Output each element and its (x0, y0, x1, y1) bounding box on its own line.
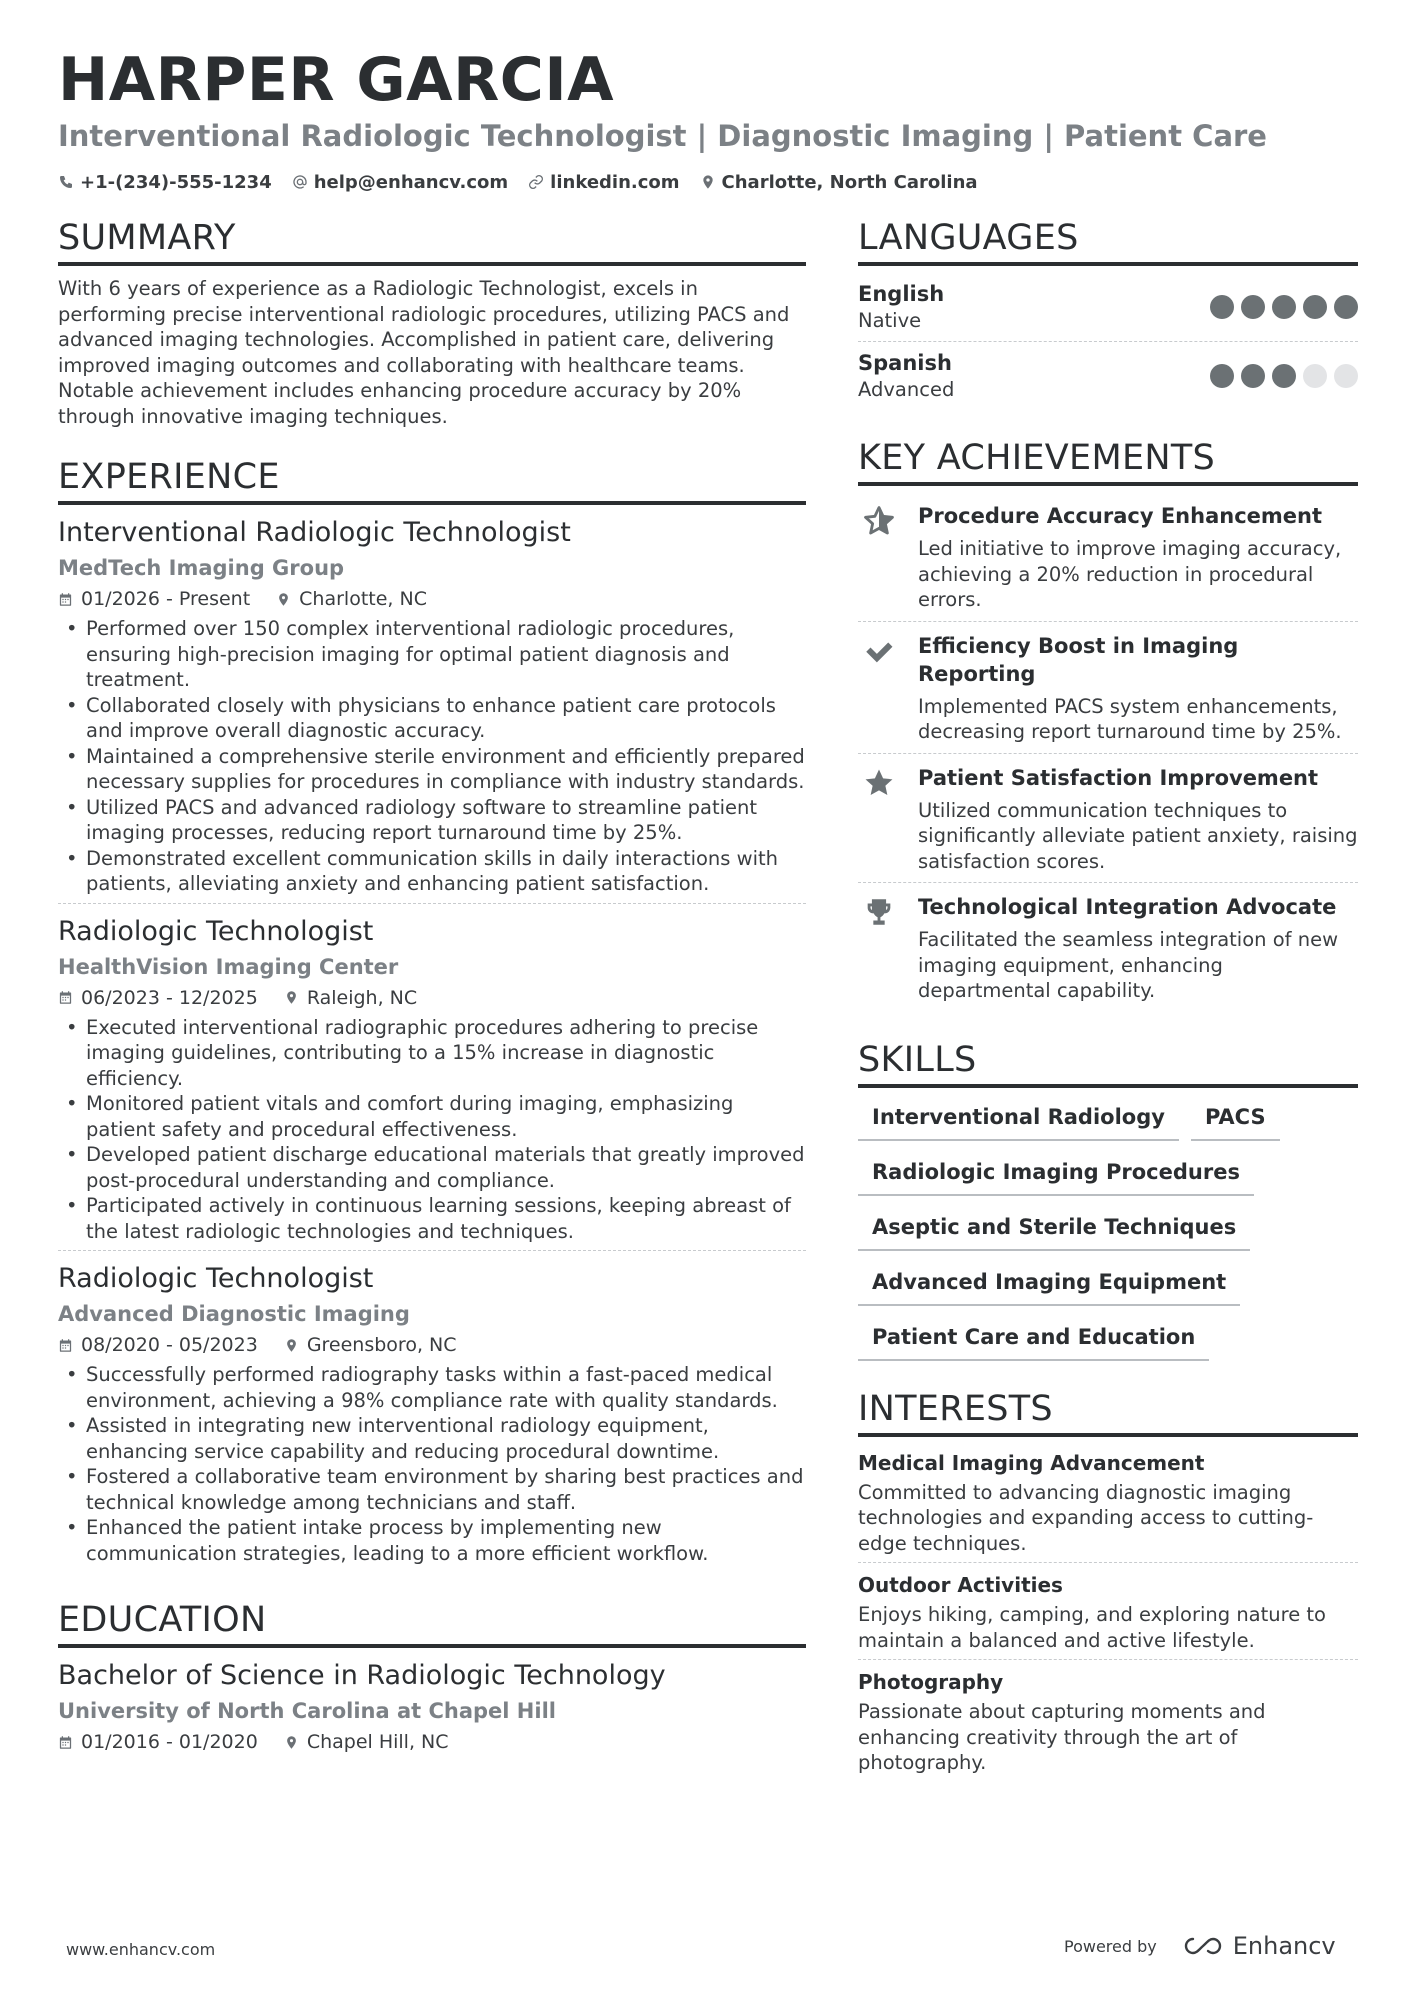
job-company: Advanced Diagnostic Imaging (58, 1302, 410, 1326)
skills-section (858, 1038, 1358, 1361)
location-pin-icon (284, 1338, 299, 1353)
experience-entry (58, 1250, 806, 1572)
location-pin-icon (284, 990, 299, 1005)
language-level: Advanced (858, 378, 955, 401)
language-rating (1210, 364, 1358, 388)
achievement-title: Procedure Accuracy Enhancement (918, 504, 1323, 528)
job-title: Radiologic Technologist (58, 915, 374, 947)
candidate-headline: Interventional Radiologic Technologist | Diagnostic Imaging | Patient Care (58, 119, 1267, 153)
interest-item (858, 1659, 1358, 1782)
job-location (276, 584, 427, 614)
achievement-text: Facilitated the seamless integration of new imaging equipment, enhancing departmental capability. (918, 928, 1339, 1002)
education-section (58, 1598, 806, 1763)
rating-dot-filled (1272, 364, 1296, 388)
linkedin-text: linkedin.com (550, 171, 680, 193)
language-rating (1210, 295, 1358, 319)
achievements-heading: KEY ACHIEVEMENTS (858, 436, 1358, 486)
education-dates (58, 1727, 258, 1757)
achievement-item (858, 621, 1358, 753)
rating-dot-filled (1241, 364, 1265, 388)
achievement-body (918, 502, 1358, 613)
footer-branding (1064, 1932, 1336, 1960)
rating-dot-filled (1334, 295, 1358, 319)
interest-text: Passionate about capturing moments and enhancing creativity through the art of photography. (858, 1700, 1266, 1774)
job-dates-text: 08/2020 - 05/2023 (81, 1334, 258, 1356)
job-dates-text: 06/2023 - 12/2025 (81, 986, 258, 1009)
job-bullets (58, 1362, 806, 1566)
achievements-section (858, 436, 1358, 1012)
achievement-text: Utilized communication techniques to significantly alleviate patient anxiety, raising satisfaction scores. (918, 798, 1358, 873)
checkmark-icon (858, 632, 900, 745)
languages-section (858, 216, 1358, 410)
language-item (858, 276, 1358, 341)
summary-heading: SUMMARY (58, 216, 806, 266)
languages-heading: LANGUAGES (858, 216, 1358, 266)
rating-dot-filled (1210, 364, 1234, 388)
rating-dot-filled (1303, 295, 1327, 319)
interests-heading: INTERESTS (858, 1387, 1358, 1437)
contact-bar (58, 168, 978, 196)
education-location-text: Chapel Hill, NC (306, 1731, 449, 1753)
calendar-icon (58, 1338, 73, 1353)
left-column (58, 216, 806, 1789)
job-bullet: • Assisted in integrating new interventional radiology equipment, enhancing service capability and reducing procedural downtime. (58, 1413, 806, 1464)
interest-text: Enjoys hiking, camping, and exploring nature to maintain a balanced and active lifestyle. (858, 1603, 1326, 1652)
location-text: Charlotte, North Carolina (721, 171, 978, 193)
experience-entry (58, 515, 806, 903)
rating-dot-empty (1303, 364, 1327, 388)
job-location (284, 1330, 457, 1360)
achievement-body (918, 632, 1358, 745)
rating-dot-filled (1210, 295, 1234, 319)
candidate-name: HARPER GARCIA (58, 45, 615, 115)
job-bullet: • Developed patient discharge educational materials that greatly improved post-procedural understanding and compliance. (58, 1142, 806, 1193)
email-text: help@enhancv.com (313, 171, 509, 193)
job-dates (58, 983, 258, 1013)
rating-dot-filled (1272, 295, 1296, 319)
at-icon (292, 174, 308, 190)
job-location-text: Raleigh, NC (306, 986, 418, 1009)
skill-tag: Radiologic Imaging Procedures (858, 1153, 1254, 1196)
achievement-text: Led initiative to improve imaging accuracy, achieving a 20% reduction in procedural errors. (918, 537, 1342, 611)
calendar-icon (58, 1735, 73, 1750)
job-company: HealthVision Imaging Center (58, 954, 399, 979)
enhancv-logo-icon (1181, 1934, 1225, 1958)
language-item (858, 341, 1358, 410)
job-meta (58, 584, 806, 614)
job-bullet: • Maintained a comprehensive sterile environment and efficiently prepared necessary supplies for procedures in compliance with industry standards. (58, 744, 806, 795)
calendar-icon (58, 592, 73, 607)
interests-section (858, 1387, 1358, 1782)
contact-phone[interactable] (58, 172, 272, 193)
job-bullet: • Executed interventional radiographic procedures adhering to precise imaging guidelines, contributing to a 15% increase in diagnostic efficiency. (58, 1015, 806, 1092)
job-title: Radiologic Technologist (58, 1263, 374, 1294)
skill-tag: PACS (1191, 1098, 1280, 1141)
education-meta (58, 1727, 806, 1757)
powered-by-label: Powered by (1064, 1936, 1157, 1956)
footer-website[interactable]: www.enhancv.com (66, 1940, 216, 1959)
job-bullets (58, 616, 806, 897)
calendar-icon (58, 990, 73, 1005)
skill-tag: Aseptic and Sterile Techniques (858, 1208, 1250, 1251)
job-location (284, 983, 417, 1013)
job-bullet: • Participated actively in continuous learning sessions, keeping abreast of the latest radiologic technologies and techniques. (58, 1193, 806, 1244)
job-bullet: • Monitored patient vitals and comfort during imaging, emphasizing patient safety and procedural effectiveness. (58, 1091, 806, 1142)
language-info (858, 280, 944, 334)
experience-entry (58, 903, 806, 1251)
right-column (858, 216, 1358, 1808)
contact-location (700, 172, 978, 193)
summary-text: With 6 years of experience as a Radiologic Technologist, excels in performing precise interventional radiologic procedures, utilizing PACS and advanced imaging technologies. Accomplished in patient care, delivering improved imaging outcomes and collaborating with healthcare teams. Notable achievement includes enhancing procedure accuracy by 20% through innovative imaging techniques. (58, 277, 790, 428)
job-bullet: • Successfully performed radiography tasks within a fast-paced medical environment, achieving a 98% compliance rate with quality standards. (58, 1362, 806, 1413)
star-outline-icon (858, 502, 900, 613)
phone-text: +1-(234)-555-1234 (80, 171, 272, 193)
achievement-item (858, 496, 1358, 621)
job-dates (58, 1330, 258, 1360)
summary-section (58, 216, 806, 429)
job-meta (58, 1330, 806, 1360)
job-location-text: Charlotte, NC (299, 588, 427, 610)
job-title: Interventional Radiologic Technologist (58, 517, 571, 548)
job-dates-text: 01/2026 - Present (81, 588, 251, 610)
phone-icon (58, 174, 74, 190)
interest-item (858, 1562, 1358, 1659)
rating-dot-filled (1241, 295, 1265, 319)
contact-linkedin[interactable] (528, 172, 679, 193)
interest-item (858, 1447, 1358, 1563)
achievement-title: Patient Satisfaction Improvement (918, 765, 1319, 790)
job-bullet: • Collaborated closely with physicians to enhance patient care protocols and improve overall diagnostic accuracy. (58, 693, 806, 744)
job-bullet: • Performed over 150 complex interventional radiologic procedures, ensuring high-precision imaging for optimal patient diagnosis and treatment. (58, 616, 806, 693)
education-location (284, 1727, 449, 1757)
job-bullet: • Demonstrated excellent communication skills in daily interactions with patients, alleviating anxiety and enhancing patient satisfaction. (58, 846, 806, 897)
achievement-text: Implemented PACS system enhancements, decreasing report turnaround time by 25%. (918, 694, 1342, 743)
job-location-text: Greensboro, NC (306, 1334, 457, 1356)
skill-tag: Patient Care and Education (858, 1318, 1209, 1361)
education-entry (58, 1658, 806, 1763)
achievement-item (858, 753, 1358, 883)
contact-email[interactable] (292, 172, 508, 193)
achievement-body (918, 764, 1358, 875)
job-bullet: • Fostered a collaborative team environment by sharing best practices and technical knowledge among technicians and staff. (58, 1464, 806, 1515)
brand-name: Enhancv (1232, 1932, 1336, 1960)
job-company: MedTech Imaging Group (58, 556, 345, 580)
skills-heading: SKILLS (858, 1038, 1358, 1088)
language-name: English (858, 282, 945, 306)
star-filled-icon (858, 764, 900, 875)
location-pin-icon (276, 592, 291, 607)
achievement-title: Efficiency Boost in Imaging Reporting (918, 633, 1239, 686)
interest-text: Committed to advancing diagnostic imaging technologies and expanding access to cutting-edge techniques. (858, 1480, 1314, 1555)
achievement-title: Technological Integration Advocate (918, 895, 1337, 919)
achievement-item (858, 882, 1358, 1012)
skill-tag: Advanced Imaging Equipment (858, 1263, 1240, 1306)
link-icon (528, 174, 544, 190)
rating-dot-empty (1334, 364, 1358, 388)
interest-title: Outdoor Activities (858, 1573, 1063, 1597)
language-name: Spanish (858, 351, 952, 375)
skills-list (858, 1098, 1358, 1361)
trophy-icon (858, 893, 900, 1004)
language-info (858, 349, 954, 403)
location-pin-icon (700, 174, 716, 190)
location-pin-icon (284, 1735, 299, 1750)
brand-logo[interactable] (1181, 1932, 1336, 1960)
education-dates-text: 01/2016 - 01/2020 (81, 1731, 258, 1753)
job-bullets (58, 1015, 806, 1245)
job-dates (58, 584, 250, 614)
job-meta (58, 983, 806, 1013)
job-bullet: • Enhanced the patient intake process by implementing new communication strategies, leading to a more efficient workflow. (58, 1515, 806, 1566)
achievement-body (918, 893, 1358, 1004)
interest-title: Medical Imaging Advancement (858, 1450, 1205, 1475)
school-name: University of North Carolina at Chapel Hill (58, 1699, 556, 1723)
job-bullet: • Utilized PACS and advanced radiology software to streamline patient imaging processes, reducing report turnaround time by 25%. (58, 795, 806, 846)
education-heading: EDUCATION (58, 1598, 806, 1648)
language-level: Native (858, 309, 922, 332)
interest-title: Photography (858, 1670, 1004, 1694)
experience-section (58, 455, 806, 1572)
degree-title: Bachelor of Science in Radiologic Technology (58, 1660, 666, 1691)
experience-heading: EXPERIENCE (58, 455, 806, 505)
skill-tag: Interventional Radiology (858, 1098, 1179, 1141)
